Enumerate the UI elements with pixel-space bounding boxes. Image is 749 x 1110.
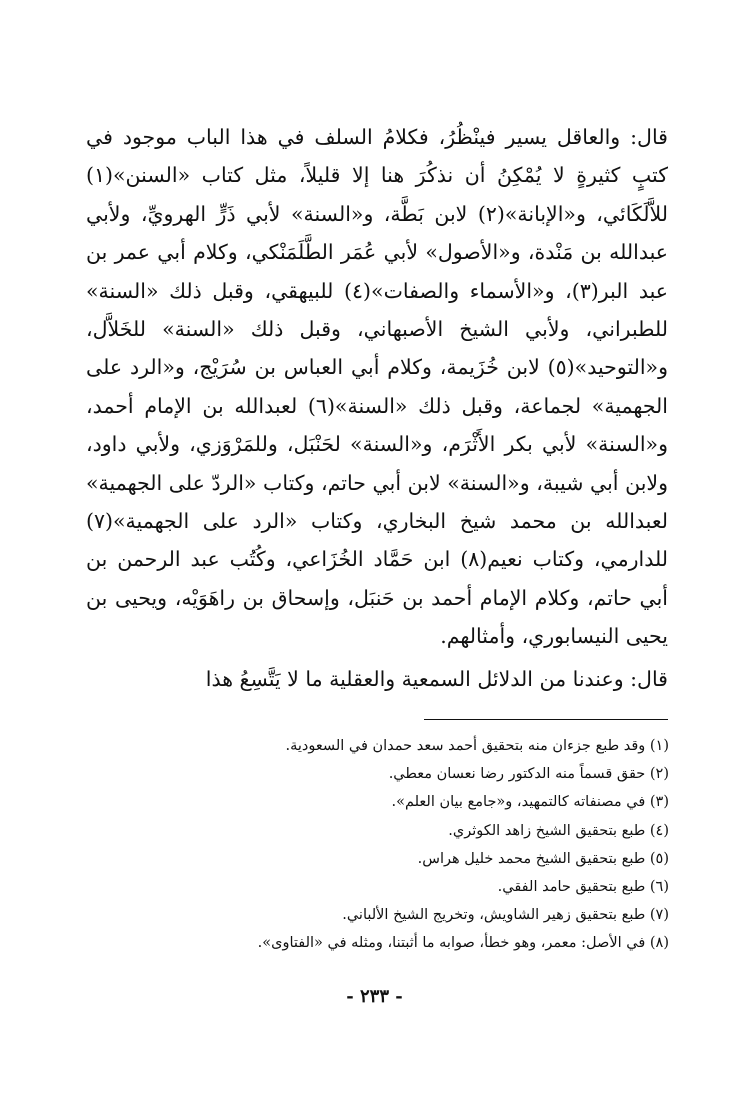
paragraph: قال: وعندنا من الدلائل السمعية والعقلية ما لا يَتَّسِعُ هذا — [205, 666, 668, 691]
footnote-divider — [424, 719, 668, 720]
footnote: (٣) في مصنفاته كالتمهيد، و«جامع بيان العلم». — [391, 794, 669, 811]
footnote: (٦) طبع بتحقيق حامد الفقي. — [497, 879, 669, 896]
footnote: (٤) طبع بتحقيق الشيخ زاهد الكوثري. — [448, 822, 669, 839]
main-text — [86, 118, 668, 698]
footnote: (٧) طبع بتحقيق زهير الشاويش، وتخريج الشيخ الألباني. — [342, 907, 669, 924]
footnotes — [86, 732, 669, 958]
scan-mark — [718, 18, 721, 30]
page-number: - ٢٣٣ - — [346, 986, 403, 1007]
footnote: (١) وقد طبع جزءان منه بتحقيق أحمد سعد حمدان في السعودية. — [285, 738, 669, 754]
paragraph: قال: والعاقل يسير فينْظُرُ، فكلامُ السلف في هذا الباب موجود في كتبٍ كثيرةٍ لا يُمْكِنُ أن نذكُرَ هنا إلا قليلاً، مثل كتاب «السنن»(١) للاَّلَكَائي، و«الإبانة»(٢) لابن بَطَّة، و«السنة» لأبي ذَرٍّ الهرويِّ، ولأبي عبدالله بن مَنْدة، و«الأصول» لأبي عُمَر الطَّلَمَنْكي، وكلام أبي عمر بن عبد البر(٣)، و«الأسماء والصفات»(٤) للبيهقي، وقبل ذلك «السنة» للطبراني، ولأبي الشيخ الأصبهاني، وقبل ذلك «السنة» للخَلاَّل، و«التوحيد»(٥) لابن خُزَيمة، وكلام أبي العباس بن سُرَيْج، و«الرد على الجهمية» لجماعة، وقبل ذلك «السنة»(٦) لعبدالله بن الإمام أحمد، و«السنة» لأبي بكر الأَثْرَم، و«السنة» لحَنْبَل، وللمَرْوَزي، ولأبي داود، ولابن أبي شيبة، و«السنة» لابن أبي حاتم، وكتاب «الردّ على الجهمية» لعبدالله بن محمد شيخ البخاري، وكتاب «الرد على الجهمية»(٧) للدارمي، وكتاب نعيم(٨) ابن حَمَّاد الخُزَاعي، وكُتُب عبد الرحمن بن أبي حاتم، وكلام الإمام أحمد بن حَنبَل، وإسحاق بن راهَوَيْه، ويحيى بن يحيى النيسابوري، وأمثالهم. — [86, 125, 669, 649]
footnote: (٢) حقق قسماً منه الدكتور رضا نعسان معطي. — [388, 766, 669, 783]
footnote: (٥) طبع بتحقيق الشيخ محمد خليل هراس. — [417, 850, 669, 867]
footnote: (٨) في الأصل: معمر، وهو خطأ، صوابه ما أثبتنا، ومثله في «الفتاوى». — [257, 935, 669, 952]
